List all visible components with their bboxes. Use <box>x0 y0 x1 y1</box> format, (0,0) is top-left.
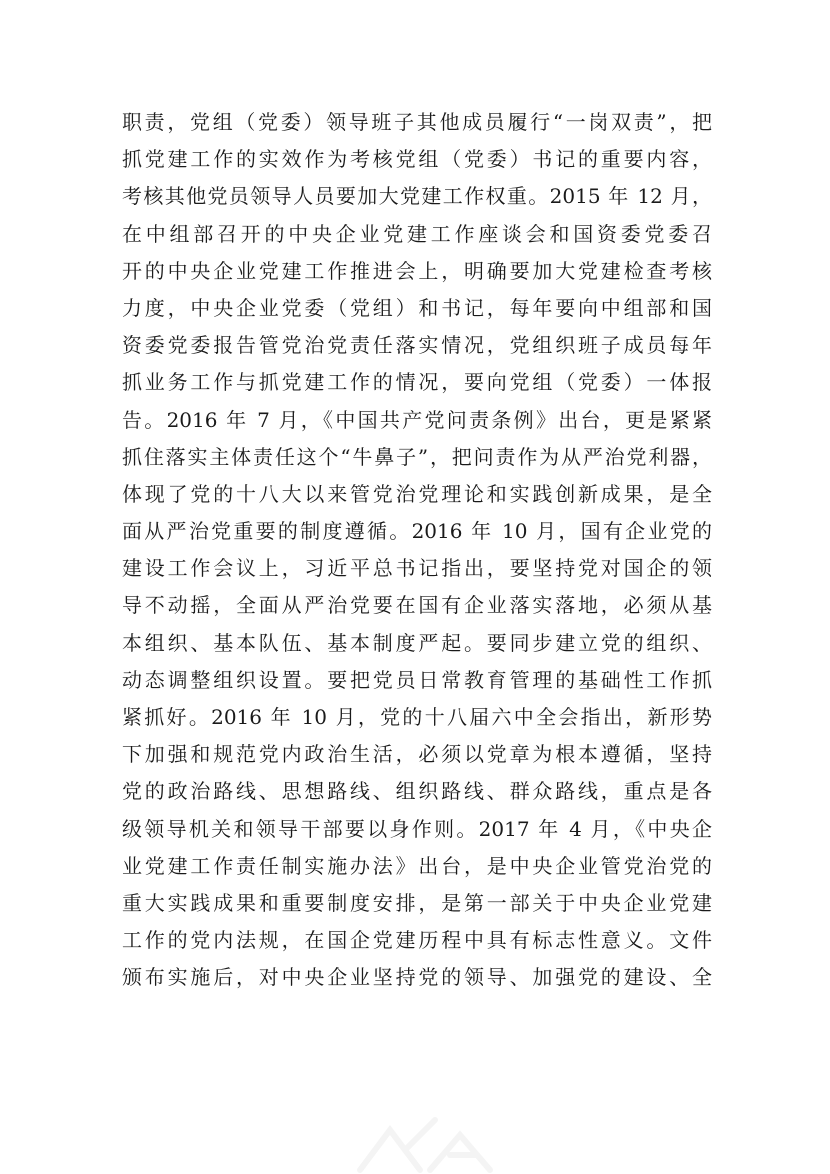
text-line: 告。2016 年 7 月，《中国共产党问责条例》出台，更是紧紧 <box>122 407 712 432</box>
text-line: 工作的党内法规，在国企党建历程中具有标志性意义。文件 <box>122 928 712 953</box>
text-line: 级领导机关和领导干部要以身作则。2017 年 4 月，《中央企 <box>122 816 712 841</box>
text-line: 建设工作会议上，习近平总书记指出，要坚持党对国企的领 <box>122 556 712 581</box>
body-paragraph <box>122 104 712 997</box>
text-line: 抓住落实主体责任这个“牛鼻子”，把问责作为从严治党利器， <box>122 444 712 469</box>
text-line: 颁布实施后，对中央企业坚持党的领导、加强党的建设、全 <box>122 965 712 990</box>
text-line: 在中组部召开的中央企业党建工作座谈会和国资委党委召 <box>122 221 712 246</box>
text-line: 重大实践成果和重要制度安排，是第一部关于中央企业党建 <box>122 890 712 915</box>
watermark-mark <box>350 1110 500 1174</box>
text-line: 开的中央企业党建工作推进会上，明确要加大党建检查考核 <box>122 258 712 283</box>
text-line: 抓业务工作与抓党建工作的情况，要向党组（党委）一体报 <box>122 370 712 395</box>
text-line: 业党建工作责任制实施办法》出台，是中央企业管党治党的 <box>122 853 712 878</box>
text-line: 紧抓好。2016 年 10 月，党的十八届六中全会指出，新形势 <box>122 705 712 729</box>
text-line: 动态调整组织设置。要把党员日常教育管理的基础性工作抓 <box>122 667 712 692</box>
text-line: 面从严治党重要的制度遵循。2016 年 10 月，国有企业党的 <box>122 519 712 544</box>
text-line: 体现了党的十八大以来管党治党理论和实践创新成果，是全 <box>122 481 712 506</box>
text-line: 导不动摇，全面从严治党要在国有企业落实落地，必须从基 <box>122 593 712 618</box>
text-line: 本组织、基本队伍、基本制度严起。要同步建立党的组织、 <box>122 630 712 655</box>
text-line: 下加强和规范党内政治生活，必须以党章为根本遵循，坚持 <box>122 742 712 767</box>
text-line: 职责，党组（党委）领导班子其他成员履行“一岗双责”，把 <box>122 110 712 134</box>
text-line: 资委党委报告管党治党责任落实情况，党组织班子成员每年 <box>122 333 712 358</box>
text-line: 考核其他党员领导人员要加大党建工作权重。2015 年 12 月， <box>122 184 712 209</box>
text-line: 党的政治路线、思想路线、组织路线、群众路线，重点是各 <box>122 779 712 804</box>
text-line: 力度，中央企业党委（党组）和书记，每年要向中组部和国 <box>122 295 712 320</box>
text-line: 抓党建工作的实效作为考核党组（党委）书记的重要内容， <box>122 147 712 172</box>
